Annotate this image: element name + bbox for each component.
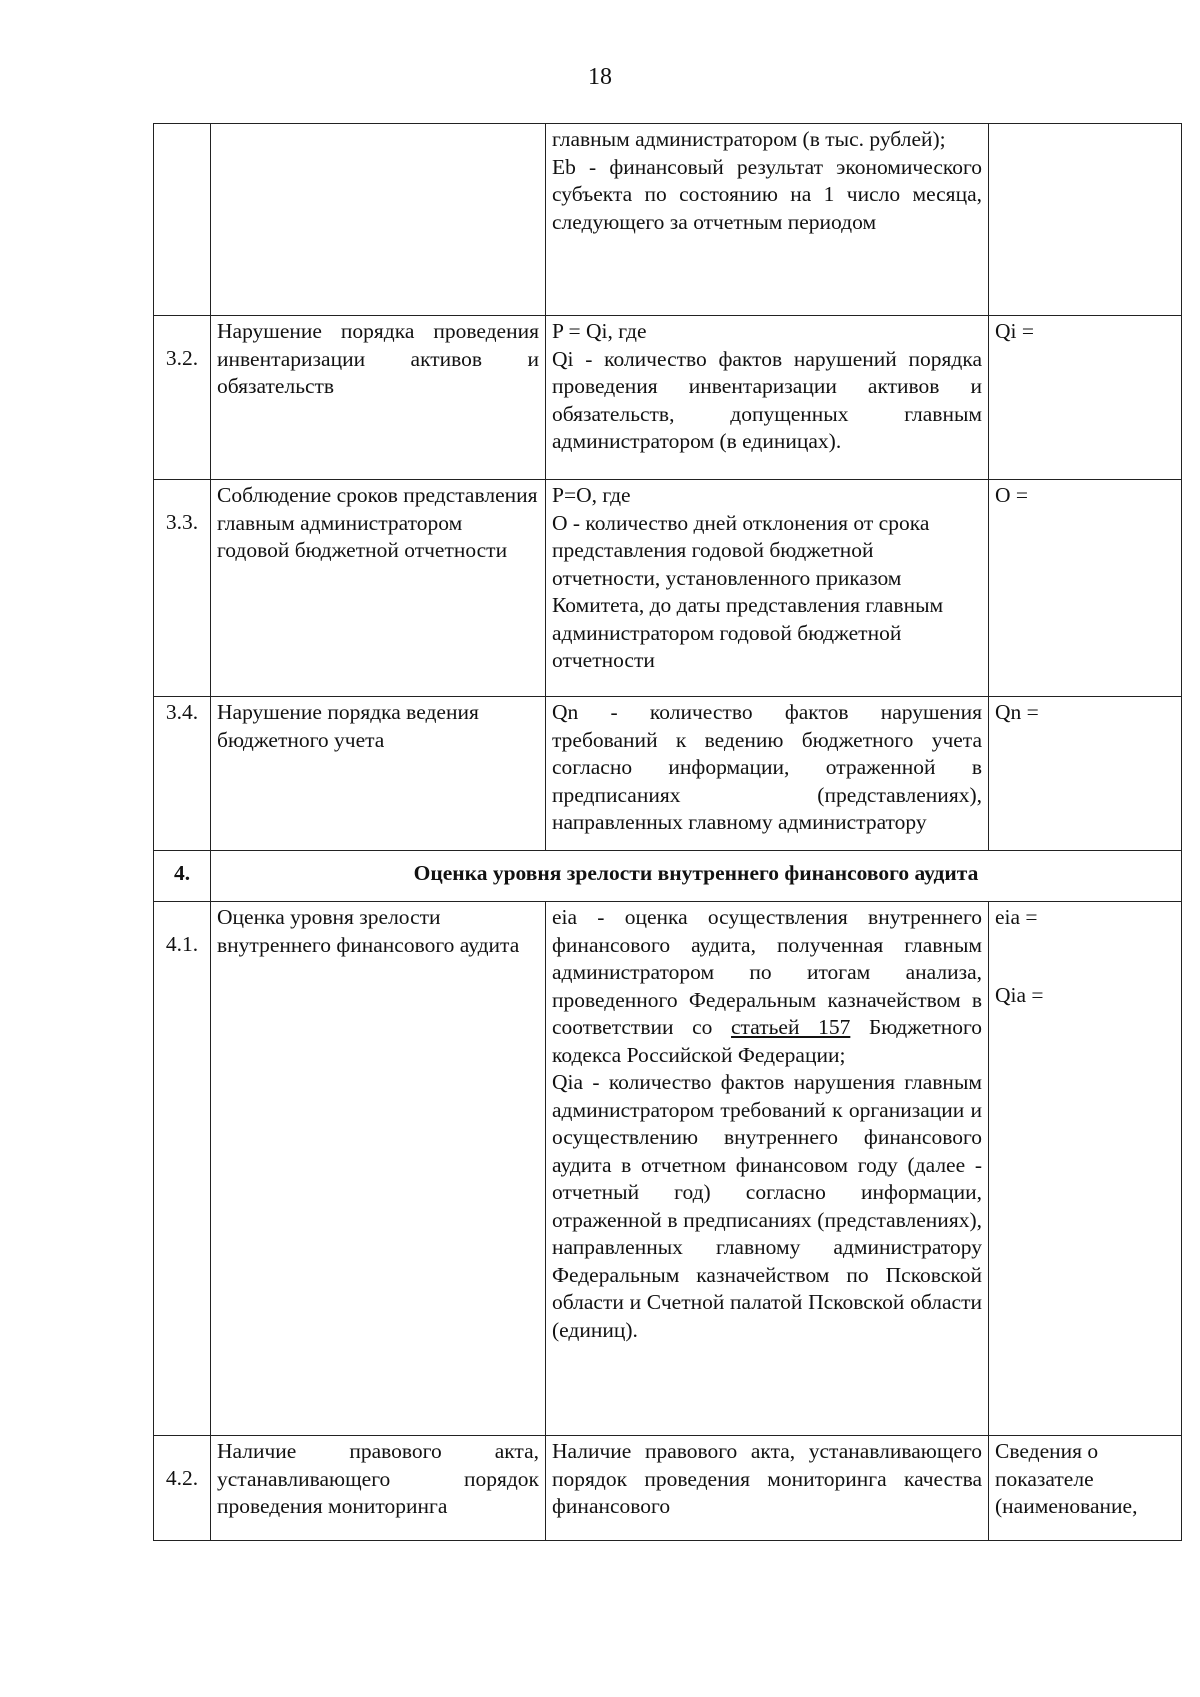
cell-value bbox=[989, 902, 1182, 1436]
cell-description: Наличие правового акта, устанавливающего порядок проведения мониторинга качества финансового bbox=[546, 1436, 989, 1541]
table-row-3-4 bbox=[154, 697, 1182, 851]
cell-num: 4.2. bbox=[154, 1436, 211, 1541]
table-row-3-2 bbox=[154, 316, 1182, 480]
table-row-3-3 bbox=[154, 480, 1182, 697]
cell-value: Qi = bbox=[989, 316, 1182, 480]
cell-num: 3.3. bbox=[154, 480, 211, 697]
budget-code-article-link[interactable]: статьей 157 bbox=[731, 1015, 851, 1039]
table-row-4-1 bbox=[154, 902, 1182, 1436]
description: Qi - количество фактов нарушений порядка проведения инвентаризации активов и обязательств, допущенных главным администратором (в единицах). bbox=[552, 346, 982, 453]
value-eia: eia = bbox=[995, 905, 1038, 929]
cell-num: 3.4. bbox=[154, 697, 211, 851]
cell-description bbox=[546, 902, 989, 1436]
section-title: Оценка уровня зрелости внутреннего финансового аудита bbox=[211, 851, 1182, 902]
cell-name: Наличие правового акта, устанавливающего порядок проведения мониторинга bbox=[211, 1436, 546, 1541]
cell-name: Соблюдение сроков представления главным администратором годовой бюджетной отчетности bbox=[211, 480, 546, 697]
description: O - количество дней отклонения от срока представления годовой бюджетной отчетности, установленного приказом Комитета, до даты представления главным администратором годовой бюджетной отчетности bbox=[552, 510, 944, 672]
cell-name: Оценка уровня зрелости внутреннего финансового аудита bbox=[211, 902, 546, 1436]
cell-value: O = bbox=[989, 480, 1182, 697]
cell-name: Нарушение порядка ведения бюджетного учета bbox=[211, 697, 546, 851]
cell-description: Qn - количество фактов нарушения требований к ведению бюджетного учета согласно информации, отраженной в предписаниях (представлениях), направленных главному администратору bbox=[546, 697, 989, 851]
cell-description bbox=[546, 124, 989, 316]
table-row-section-4 bbox=[154, 851, 1182, 902]
description-qia: Qia - количество фактов нарушения главным администратором требований к организации и осуществлению внутреннего финансового аудита в отчетном финансовом году (далее - отчетный год) согласно информации, отраженной в предписаниях (представлениях), направленных главному администратору Федеральным казначейством по Псковской области и Счетной палатой Псковской области (единиц). bbox=[552, 1070, 982, 1342]
cell-num: 4.1. bbox=[154, 902, 211, 1436]
cell-value: Qn = bbox=[989, 697, 1182, 851]
cell-value bbox=[989, 124, 1182, 316]
indicators-table bbox=[153, 123, 1182, 1541]
formula: P = Qi, где bbox=[552, 319, 647, 343]
cell-num: 3.2. bbox=[154, 316, 211, 480]
table-row-continuation bbox=[154, 124, 1182, 316]
cell-value: Сведения о показателе (наименование, bbox=[989, 1436, 1182, 1541]
table-row-4-2 bbox=[154, 1436, 1182, 1541]
cell-name bbox=[211, 124, 546, 316]
value-qia: Qia = bbox=[995, 982, 1044, 1007]
description-part: Eb - финансовый результат экономического субъекта по состоянию на 1 число месяца, следующего за отчетным периодом bbox=[552, 154, 982, 234]
description-part: главным администратором (в тыс. рублей); bbox=[552, 127, 946, 151]
section-number: 4. bbox=[154, 851, 211, 902]
cell-description bbox=[546, 316, 989, 480]
cell-description bbox=[546, 480, 989, 697]
cell-name: Нарушение порядка проведения инвентаризации активов и обязательств bbox=[211, 316, 546, 480]
page-number: 18 bbox=[588, 64, 612, 90]
formula: P=O, где bbox=[552, 483, 631, 507]
cell-num bbox=[154, 124, 211, 316]
description-eia: eia - оценка осуществления внутреннего финансового аудита, полученная главным администратором по итогам анализа, проведенного Федеральным казначейством в соответствии со статьей 157 Бюджетного кодекса Российской Федерации; bbox=[552, 905, 982, 1067]
